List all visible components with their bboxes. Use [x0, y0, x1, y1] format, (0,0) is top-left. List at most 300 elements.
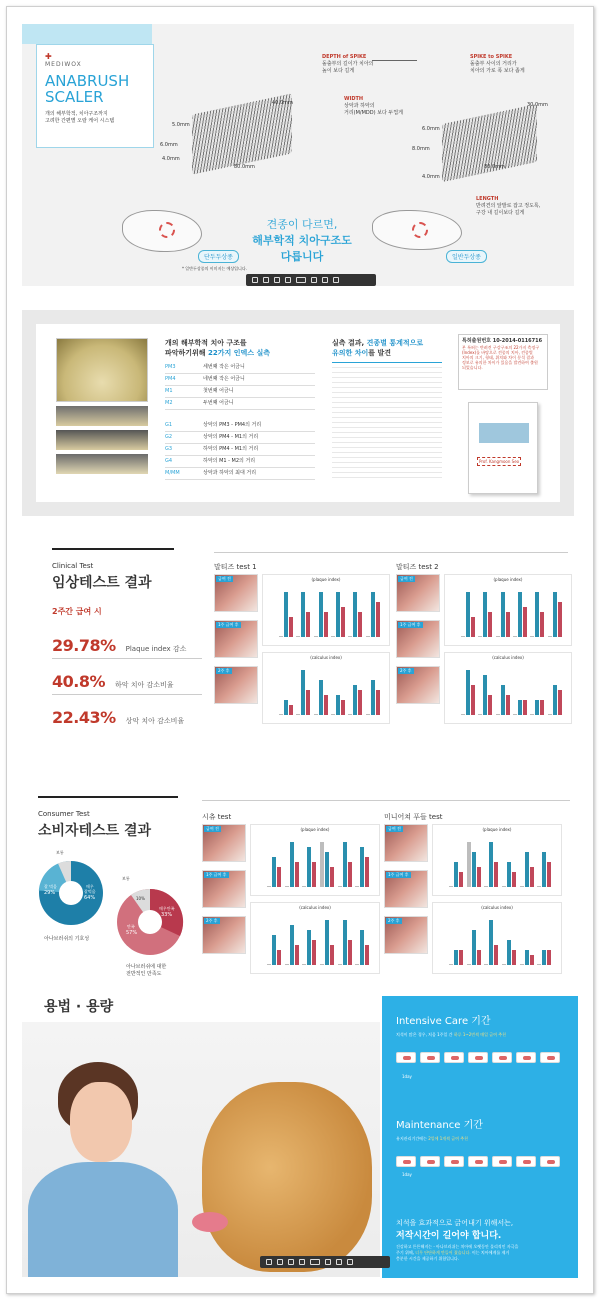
clinical-2-calculus-bar	[471, 685, 475, 715]
clinical-top-rule	[214, 552, 568, 553]
index-row	[165, 386, 315, 398]
consumer-1-plaque-bar	[302, 886, 306, 887]
consumer-1-calculus-bar	[365, 945, 369, 965]
usage-photo	[22, 1022, 380, 1277]
spike-title: SPIKE to SPIKE	[470, 54, 513, 60]
clinical-title: 임상테스트 결과	[52, 575, 152, 591]
maint-pill	[396, 1156, 416, 1167]
test2-title: 말티즈 test 2	[396, 563, 439, 571]
dims-left-1: 5.0mm	[172, 122, 190, 128]
upper-jaw-photo	[56, 338, 148, 402]
intensive-day-label: 1day	[402, 1074, 412, 1079]
clinical-2-calculus-bar	[496, 714, 500, 715]
panel-product-intro	[22, 24, 574, 286]
gap-code: M/MM	[165, 470, 180, 476]
clinical-1-calculus-bar	[341, 700, 345, 715]
intensive-pill	[444, 1052, 464, 1063]
consumer-left-photo-tag: 급여 전	[206, 826, 219, 831]
spike-line-2: 치아의 가로 폭 보다 좁게	[470, 68, 525, 74]
consumer-2-calculus-bar	[477, 950, 481, 965]
patent-box	[458, 334, 548, 390]
consumer-2-plaque-bar	[547, 862, 551, 887]
side-jaw-photo-2	[56, 430, 148, 450]
print-icon[interactable]	[277, 1259, 283, 1265]
consumer-1-calculus-bar	[302, 964, 306, 965]
clinical-1-calculus-bar	[306, 690, 310, 715]
index-desc: 두번째 어금니	[203, 400, 234, 406]
consumer-1-calculus-chart	[250, 902, 380, 974]
pie2-b-pct: 57%	[126, 930, 138, 936]
stat-1-value: 29.78%	[52, 636, 116, 655]
consumer-1-plaque-chart-title: (plaque index)	[300, 827, 330, 832]
consumer-1-plaque-bar	[285, 886, 289, 887]
consumer-eyebrow: Consumer Test	[38, 810, 90, 818]
zoom-in-icon[interactable]	[299, 1259, 305, 1265]
clinical-1-plaque-bar	[296, 636, 300, 637]
chew-icon	[427, 1160, 435, 1164]
consumer-2-calculus-bar	[494, 945, 498, 965]
clinical-1-calculus-bar	[331, 714, 335, 715]
consumer-2-plaque-bar	[525, 852, 529, 887]
patent-desc-1: 본 특허는 반려견 구강구조의 22가지 측정구	[462, 345, 540, 350]
consumer-1-calculus-bar	[290, 925, 294, 965]
index-code: M1	[165, 388, 173, 394]
clinical-2-plaque-chart	[444, 574, 572, 646]
consumer-1-calculus-bar	[348, 940, 352, 965]
chew-icon	[427, 1056, 435, 1060]
consumer-1-calculus-bar	[312, 940, 316, 965]
headline-3: 다릅니다	[280, 250, 324, 263]
consumer-2-calculus-bar	[502, 964, 506, 965]
gap-row	[165, 432, 315, 444]
logo-cross-icon: ✚	[45, 52, 52, 61]
clinical-2-calculus-bar	[466, 670, 470, 715]
index-code: PM3	[165, 364, 176, 370]
maint-desc-a: 유지관리기간에는	[396, 1136, 429, 1141]
clinical-1-plaque-bar	[348, 636, 352, 637]
next-icon[interactable]	[336, 1259, 342, 1265]
product-desc-2: 고려한 간편별 오랄 케어 시스템	[45, 118, 115, 124]
clinical-right-photo	[396, 574, 440, 612]
print-icon[interactable]	[263, 277, 269, 283]
consumer-1-calculus-bar	[360, 930, 364, 965]
consumer-left-photo	[202, 916, 246, 954]
intensive-title: Intensive Care 기간	[396, 1016, 491, 1027]
consumer-2-plaque-bar	[512, 872, 516, 887]
consumer-1-calculus-bar	[272, 935, 276, 965]
clinical-2-calculus-bar	[506, 695, 510, 715]
consumer-1-calculus-bar	[277, 950, 281, 965]
stat-3	[52, 708, 184, 727]
clinical-2-calculus-bar	[488, 695, 492, 715]
clinical-2-plaque-bar	[501, 592, 505, 637]
stat-divider-2	[52, 694, 202, 695]
prev-icon[interactable]	[325, 1259, 331, 1265]
clinical-1-calculus-chart-title: (calculus index)	[310, 655, 342, 660]
clinical-1-plaque-bar	[341, 607, 345, 637]
index-row	[165, 362, 315, 374]
next-icon[interactable]	[322, 277, 328, 283]
maint-desc	[396, 1136, 468, 1141]
consumer-right-photo-tag: 급여 전	[388, 826, 401, 831]
clinical-2-plaque-bar	[530, 636, 534, 637]
clinical-1-calculus-bar	[314, 714, 318, 715]
patent-cover	[468, 402, 538, 494]
consumer-2-plaque-chart	[432, 824, 562, 896]
chew-icon	[403, 1160, 411, 1164]
cover-text: Prof. Kangmoon Seo	[479, 459, 520, 464]
clinical-left-photo-tag: 1주 급여 후	[218, 622, 239, 627]
clinical-right-photo-tag: 급여 전	[400, 576, 413, 581]
chew-small-1: 건강하고 튼튼해지는 - 아나브러쉬는 치아에 오랫동안 물리적인 자극을	[396, 1244, 519, 1249]
clinical-section	[22, 548, 574, 738]
consumer-1-calculus-bar	[285, 964, 289, 965]
consumer-2-calculus-bar	[454, 950, 458, 965]
usage-section	[22, 992, 578, 1282]
consumer-1-plaque-bar	[312, 862, 316, 887]
clinical-1-calculus-bar	[353, 685, 357, 715]
consumer-1-plaque-bar	[355, 886, 359, 887]
stat-divider-1	[52, 658, 202, 659]
poodle-title: 미니어쳐 푸들 test	[384, 813, 443, 821]
zoom-out-icon[interactable]	[288, 1259, 294, 1265]
dog-head	[202, 1082, 372, 1272]
result-heading-2b: 를 발견	[368, 349, 391, 357]
consumer-1-plaque-bar	[330, 867, 334, 887]
consumer-2-plaque-chart-title: (plaque index)	[482, 827, 512, 832]
stat-2	[52, 672, 174, 691]
index-row	[165, 374, 315, 386]
vet-face	[70, 1082, 132, 1162]
clinical-1-calculus-bar	[319, 680, 323, 715]
clinical-1-calculus-bar	[376, 690, 380, 715]
clinical-1-plaque-bar	[301, 592, 305, 637]
result-heading-1b: 견종별 통계적으로	[366, 339, 424, 347]
clinical-2-plaque-bar	[461, 636, 465, 637]
gap-code: G3	[165, 446, 173, 452]
consumer-1-plaque-bar	[267, 886, 271, 887]
chew-icon	[499, 1160, 507, 1164]
clinical-1-plaque-bar	[319, 592, 323, 637]
chew-small-2	[396, 1250, 576, 1255]
save-icon[interactable]	[266, 1259, 272, 1265]
gap-desc: 하악의 M1 - M2의 거리	[203, 458, 256, 464]
maint-title: Maintenance 기간	[396, 1120, 483, 1131]
vet-body	[28, 1162, 178, 1277]
clinical-1-plaque-bar	[366, 636, 370, 637]
consumer-1-calculus-bar	[343, 920, 347, 965]
maint-pill	[420, 1156, 440, 1167]
consumer-1-calculus-bar	[330, 945, 334, 965]
dims-right-2: 8.0mm	[412, 146, 430, 152]
clinical-1-plaque-bar	[289, 617, 293, 637]
result-heading-1a: 실측 결과,	[332, 339, 367, 347]
patent-desc-4: 정보로 유의한 차이가 있음을 발견하여 출원	[462, 360, 538, 365]
clinical-1-plaque-bar	[284, 592, 288, 637]
spike-line-1: 돌출부 사이의 거리가	[470, 61, 517, 67]
consumer-2-plaque-bar	[489, 842, 493, 887]
consumer-left-photo-tag: 1주 급여 후	[206, 872, 227, 877]
consumer-1-calculus-bar	[307, 930, 311, 965]
consumer-left-photo	[202, 870, 246, 908]
index-heading	[165, 338, 315, 358]
consumer-1-calculus-bar	[295, 945, 299, 965]
clinical-2-plaque-bar	[466, 592, 470, 637]
clinical-right-photo-tag: 2주 후	[400, 668, 412, 673]
clinical-2-plaque-bar	[478, 636, 482, 637]
clinical-2-calculus-bar	[501, 685, 505, 715]
intensive-timeline	[396, 1048, 576, 1072]
length-callout	[476, 196, 574, 217]
maint-desc-b: 2일에 1개씩 급여 추천	[428, 1136, 469, 1141]
chew-icon	[523, 1160, 531, 1164]
gap-table	[165, 420, 315, 480]
dims-right-4: 30.0mm	[527, 102, 548, 108]
page-field[interactable]	[296, 277, 306, 283]
dims-left-2: 6.0mm	[160, 142, 178, 148]
intensive-pill	[420, 1052, 440, 1063]
consumer-2-plaque-bar	[449, 886, 453, 887]
headline-1: 견종이 다르면,	[266, 218, 338, 231]
dog-tongue	[192, 1212, 228, 1232]
clinical-1-calculus-bar	[284, 700, 288, 715]
index-code: M2	[165, 400, 173, 406]
zoom-in-icon[interactable]	[285, 277, 291, 283]
consumer-2-plaque-bar	[537, 886, 541, 887]
pie1-big-c: 64%	[84, 895, 96, 901]
clinical-left-photo	[214, 574, 258, 612]
chew-small-2c: 이는 치아에게를 제거	[470, 1250, 510, 1255]
consumer-right-photo-tag: 2주 후	[388, 918, 400, 923]
gap-desc: 상악과 하악의 최대 거리	[203, 470, 257, 476]
consumer-2-plaque-bar	[542, 852, 546, 887]
consumer-1-plaque-bar	[307, 847, 311, 887]
acrobat-icon[interactable]	[333, 277, 339, 283]
clinical-2-calculus-bar	[530, 714, 534, 715]
chew-icon	[403, 1056, 411, 1060]
clinical-1-calculus-bar	[348, 714, 352, 715]
clinical-1-calculus-bar	[301, 670, 305, 715]
result-heading-1	[332, 338, 472, 348]
clinical-eyebrow: Clinical Test	[52, 562, 94, 570]
consumer-2-calculus-bar	[467, 964, 471, 965]
chew-icon	[451, 1160, 459, 1164]
consumer-2-calculus-bar	[525, 950, 529, 965]
clinical-1-calculus-bar	[289, 705, 293, 715]
patent-desc-2: (Index)를 바탕으로 견종의 치아, 견종별	[462, 350, 533, 355]
consumer-2-calculus-bar	[520, 964, 524, 965]
clinical-1-calculus-bar	[336, 695, 340, 715]
blue-box-top	[22, 24, 152, 44]
width-title: WIDTH	[344, 96, 364, 102]
consumer-2-calculus-bar	[472, 930, 476, 965]
skull-short-eye	[159, 222, 175, 238]
usage-title: 용법 · 용량	[44, 999, 114, 1015]
consumer-2-calculus-bar	[459, 950, 463, 965]
consumer-right-photo	[384, 916, 428, 954]
clinical-2-plaque-bar	[553, 592, 557, 637]
clinical-2-plaque-bar	[523, 607, 527, 637]
gap-row	[165, 456, 315, 468]
chew-icon	[499, 1056, 507, 1060]
clinical-1-plaque-bar	[279, 636, 283, 637]
consumer-2-calculus-bar	[484, 964, 488, 965]
clinical-left-photo-tag: 2주 후	[218, 668, 230, 673]
dims-left-5: 80.0mm	[234, 164, 255, 170]
clinical-2-calculus-bar	[553, 685, 557, 715]
prev-icon[interactable]	[311, 277, 317, 283]
gap-row	[165, 420, 315, 432]
index-row	[165, 398, 315, 410]
clinical-2-calculus-bar	[540, 700, 544, 715]
clinical-left-photo	[214, 666, 258, 704]
consumer-1-calculus-bar	[355, 964, 359, 965]
pie2-a: 매우만족	[159, 906, 175, 911]
consumer-2-plaque-bar	[494, 862, 498, 887]
clinical-2-plaque-bar	[518, 592, 522, 637]
chew-icon	[547, 1160, 555, 1164]
consumer-1-plaque-bar	[365, 857, 369, 887]
consumer-2-calculus-chart-title: (calculus index)	[481, 905, 513, 910]
chew-icon	[547, 1056, 555, 1060]
width-line-1: 상악과 하악의	[344, 103, 375, 109]
clinical-2-calculus-bar	[558, 690, 562, 715]
chew-icon	[523, 1056, 531, 1060]
consumer-left-photo-tag: 2주 후	[206, 918, 218, 923]
stat-1-label: Plaque index 감소	[125, 645, 187, 653]
consumer-1-plaque-bar	[290, 842, 294, 887]
clinical-2-plaque-bar	[540, 612, 544, 637]
consumer-1-plaque-bar	[295, 862, 299, 887]
clinical-2-plaque-bar	[483, 592, 487, 637]
gap-code: G2	[165, 434, 173, 440]
product-name-1: ANABRUSH	[45, 72, 130, 90]
pie2-c-pct: 10%	[136, 896, 145, 901]
intensive-pill	[516, 1052, 536, 1063]
consumer-2-plaque-bar	[530, 867, 534, 887]
viewer-toolbar-2[interactable]	[260, 1256, 390, 1268]
result-heading-2a: 유의한 차이	[332, 349, 369, 357]
side-jaw-photo-3	[56, 454, 148, 474]
save-icon[interactable]	[252, 277, 258, 283]
width-callout	[344, 96, 434, 117]
gap-code: G1	[165, 422, 173, 428]
clinical-2-calculus-bar	[513, 714, 517, 715]
pie1-big-b: 잘먹음	[84, 889, 96, 894]
maint-pill	[444, 1156, 464, 1167]
clinical-2-calculus-bar	[518, 700, 522, 715]
page-field[interactable]	[310, 1259, 320, 1265]
result-heading	[332, 338, 472, 358]
pie2-caption-1: 아나브러쉬에 대한	[126, 964, 167, 970]
clinical-2-calculus-chart	[444, 652, 572, 724]
dims-right-5: 80.0mm	[484, 164, 505, 170]
clinical-2-plaque-bar	[496, 636, 500, 637]
note: * 일반두상종의 이미지는 예상입니다.	[182, 266, 248, 271]
stat-2-label: 하악 치아 감소비율	[115, 681, 174, 689]
maint-pill	[540, 1156, 560, 1167]
gap-row	[165, 468, 315, 480]
consumer-2-calculus-chart	[432, 902, 562, 974]
clinical-2-plaque-bar	[513, 636, 517, 637]
consumer-2-calculus-bar	[547, 950, 551, 965]
cover-image	[479, 423, 529, 443]
chew-small-2a: 주기 위해,	[396, 1250, 416, 1255]
clinical-1-plaque-bar	[336, 592, 340, 637]
index-heading-2	[165, 348, 315, 358]
clinical-1-plaque-chart	[262, 574, 390, 646]
consumer-right-photo-tag: 1주 급여 후	[388, 872, 409, 877]
clinical-1-plaque-bar	[371, 592, 375, 637]
stat-2-value: 40.8%	[52, 672, 106, 691]
clinical-right-photo	[396, 666, 440, 704]
consumer-1-plaque-bar	[360, 847, 364, 887]
intensive-pill	[540, 1052, 560, 1063]
clinical-2-calculus-chart-title: (calculus index)	[492, 655, 524, 660]
consumer-rule	[38, 796, 178, 798]
chew-line-2: 저작시간이 길어야 합니다.	[396, 1231, 502, 1241]
length-line-2: 구강 내 길이보다 길게	[476, 210, 525, 216]
consumer-1-plaque-bar	[348, 862, 352, 887]
result-heading-2	[332, 348, 472, 358]
stat-3-label: 상악 치아 감소비율	[125, 717, 185, 725]
dims-left-3: 4.0mm	[162, 156, 180, 162]
consumer-1-calculus-bar	[267, 964, 271, 965]
clinical-right-photo-tag: 1주 급여 후	[400, 622, 421, 627]
consumer-1-plaque-bar	[272, 857, 276, 887]
intensive-desc-a: 치석이 많은 경우, 처음 1주일 간	[396, 1032, 454, 1037]
acrobat-icon[interactable]	[347, 1259, 353, 1265]
consumer-2-plaque-bar	[507, 862, 511, 887]
consumer-2-plaque-bar	[459, 872, 463, 887]
stat-3-value: 22.43%	[52, 708, 116, 727]
clinical-2-calculus-bar	[483, 675, 487, 715]
clinical-1-plaque-bar	[324, 612, 328, 637]
width-line-2: 거리(M/MDD) 보다 두껍게	[344, 110, 403, 116]
clinical-1-calculus-bar	[279, 714, 283, 715]
consumer-2-plaque-bar	[520, 886, 524, 887]
index-code: PM4	[165, 376, 176, 382]
clinical-2-plaque-chart-title: (plaque index)	[493, 577, 523, 582]
consumer-left-photo	[202, 824, 246, 862]
shih-tzu-title: 시츄 test	[202, 813, 232, 821]
index-heading-2a: 파악하기위해	[165, 349, 209, 357]
clinical-1-plaque-bar	[358, 612, 362, 637]
consumer-1-calculus-chart-title: (calculus index)	[299, 905, 331, 910]
clinical-2-calculus-bar	[478, 714, 482, 715]
consumer-1-plaque-bar	[338, 886, 342, 887]
clinical-period: 2주간 급여 시	[52, 607, 102, 616]
pie-satisfaction	[114, 886, 186, 958]
gap-row	[165, 444, 315, 456]
pie1-mid-pct: 29%	[44, 890, 56, 896]
clinical-2-plaque-bar	[558, 602, 562, 637]
pie1-top: 보통	[56, 850, 64, 855]
consumer-1-calculus-bar	[338, 964, 342, 965]
spike-callout	[470, 54, 570, 75]
consumer-2-plaque-bar	[472, 852, 476, 887]
clinical-1-calculus-bar	[366, 714, 370, 715]
consumer-2-plaque-bar	[454, 862, 458, 887]
index-table	[165, 362, 315, 410]
consumer-2-plaque-bar	[502, 886, 506, 887]
patent-number: 특허출원번호 10-2014-0116716	[462, 338, 543, 344]
viewer-toolbar-1[interactable]	[246, 274, 376, 286]
zoom-out-icon[interactable]	[274, 277, 280, 283]
depth-title: DEPTH of SPIKE	[322, 54, 367, 60]
clinical-2-plaque-bar	[506, 612, 510, 637]
length-title: LENGTH	[476, 196, 499, 202]
